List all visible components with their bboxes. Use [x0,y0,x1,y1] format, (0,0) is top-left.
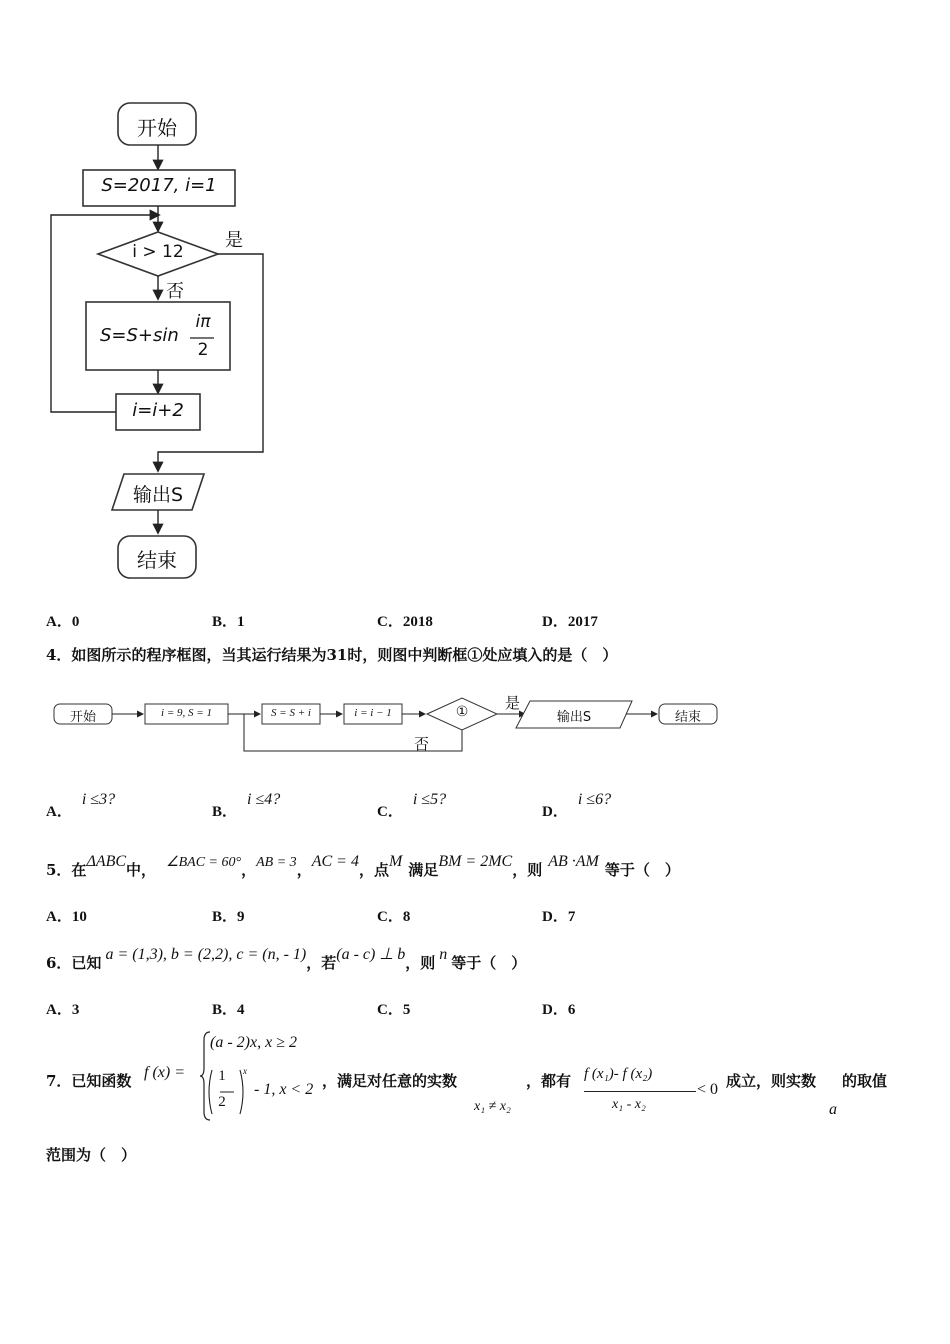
option-value: i ≤3? [81,791,116,808]
q4-stem: 4．如图所示的程序框图，当其运行结果为31时，则图中判断框①处应填入的是（ ） [46,646,618,664]
option-value: 8 [402,909,411,925]
q5-dot: AB ·AM [548,853,599,870]
q4-no-label: 否 [414,735,430,753]
q7-text: 的取值 [842,1072,888,1090]
q7-case2-rest: - 1, x < 2 [254,1081,314,1098]
option-value: 0 [71,614,80,630]
q5-text: ，则 [512,861,543,879]
q5-ac: AC = 4 [311,853,359,870]
q7-fx: f (x) = [144,1064,185,1081]
option-value: 1 [237,614,245,630]
option-value: 6 [567,1002,576,1018]
q4-body-label: S = S + i [271,707,311,719]
q5-comma: ， [241,861,257,879]
q5-ab: AB = 3 [256,855,297,870]
fc1-increment-label: i=i+2 [132,400,184,421]
q7-ineq-den: x₁ - x₂ [612,1097,646,1112]
fc1-output-label: 输出S [132,484,184,506]
q3-option-d[interactable] [542,610,598,631]
q4-start-label: 开始 [69,710,96,725]
option-letter: B． [212,614,238,630]
q7-text: ，满足对任意的实数 [322,1072,458,1090]
fc1-init-label: S=2017, i=1 [101,175,217,196]
q5-option-d[interactable] [542,905,575,926]
option-letter: A． [46,804,72,820]
q4-dec-label: i = i − 1 [354,707,392,719]
q6-option-b[interactable] [212,998,245,1019]
option-value: 3 [71,1002,80,1018]
option-letter: D． [542,804,568,820]
flowchart-q4 [0,690,740,760]
q5-text: ，点 [358,861,389,879]
q5-option-a[interactable] [46,905,87,926]
option-value: 2017 [567,614,598,630]
option-value: i ≤5? [412,791,447,808]
q4-yes-label: 是 [505,694,521,712]
q5-angle: ∠BAC = 60° [166,855,242,870]
fc1-end-label: 结束 [137,548,177,572]
q5-num: 5．在 [46,861,87,879]
fc1-condition-label: i > 12 [132,242,184,262]
q4-cond-label: ① [455,704,469,720]
option-letter: A． [46,614,72,630]
option-letter: C． [377,614,403,630]
q6-option-d[interactable] [542,998,575,1019]
option-value: 4 [237,1002,245,1018]
option-letter: B． [212,909,238,925]
q7-case2-exp: x [243,1066,247,1076]
q6-option-c[interactable] [377,998,410,1019]
option-letter: C． [377,804,403,820]
option-letter: D． [542,1002,568,1018]
option-value: i ≤4? [247,791,281,808]
option-value: 10 [71,909,87,925]
fc1-start-label: 开始 [137,116,177,140]
q5-option-c[interactable] [377,905,410,926]
q7-a: a [829,1101,837,1118]
q4-init-label: i = 9, S = 1 [161,707,212,719]
fc1-yes-label: 是 [225,230,243,251]
fc1-no-label: 否 [166,281,184,302]
option-letter: A． [46,1002,72,1018]
q7-ineq-rhs: < 0 [697,1081,719,1098]
fc1-body-num: iπ [195,312,211,332]
fc1-body-den: 2 [197,340,209,360]
option-letter: C． [377,909,403,925]
q5-text: 等于（ ） [604,861,680,879]
q5-comma: ， [296,861,312,879]
q7-text: ，都有 [526,1072,572,1090]
q5-text: 中， [126,861,157,879]
q6-vectors: a = (1,3), b = (2,2), c = (n, - 1) [105,946,307,963]
q7-case1: (a - 2)x, x ≥ 2 [210,1034,297,1051]
q7-line2: 范围为（ ） [46,1146,137,1164]
q6-num: 6．已知 [46,954,102,972]
q6-text: ，若 [306,954,337,972]
q4-output-label: 输出S [556,710,592,725]
q6-n: n [439,946,448,963]
q6-option-a[interactable] [46,998,79,1019]
q3-option-c[interactable] [377,610,433,631]
option-letter: D． [542,614,568,630]
q5-bm: BM = 2MC [438,853,513,870]
q6-stem [46,943,527,972]
q4-option-d[interactable] [542,788,612,820]
q4-option-c[interactable] [377,788,447,820]
option-letter: B． [212,804,238,820]
q5-option-b[interactable] [212,905,245,926]
q6-text: ，则 [405,954,436,972]
option-letter: D． [542,909,568,925]
q5-stem [46,850,680,879]
flowchart-q3 [0,0,320,600]
q7-cond-x: x₁ ≠ x₂ [474,1099,511,1114]
q6-perp: (a - c) ⊥ b [336,946,406,963]
option-letter: C． [377,1002,403,1018]
q4-option-b[interactable] [212,788,281,820]
option-letter: B． [212,1002,238,1018]
q7-case2-num: 1 [218,1068,226,1084]
q5-m: M [388,853,403,870]
q7-text: 成立，则实数 [726,1072,817,1090]
option-value: i ≤6? [577,791,612,808]
q5-text: 满足 [408,861,439,879]
option-value: 7 [567,909,576,925]
fc1-body-lhs: S=S+sin [100,325,179,346]
option-value: 9 [237,909,245,925]
q7-case2-den: 2 [218,1094,226,1110]
q7-ineq-bar [584,1091,696,1092]
q4-option-a[interactable] [46,788,116,820]
q3-option-b[interactable] [212,610,245,631]
q7-ineq-num: f (x₁)- f (x₂) [584,1066,653,1082]
q5-triangle: ΔABC [86,853,127,870]
option-letter: A． [46,909,72,925]
option-value: 5 [402,1002,411,1018]
q7-num: 7．已知函数 [46,1072,132,1090]
q6-text: 等于（ ） [451,954,527,972]
q4-end-label: 结束 [674,710,701,725]
option-value: 2018 [402,614,433,630]
q3-option-a[interactable] [46,610,79,631]
